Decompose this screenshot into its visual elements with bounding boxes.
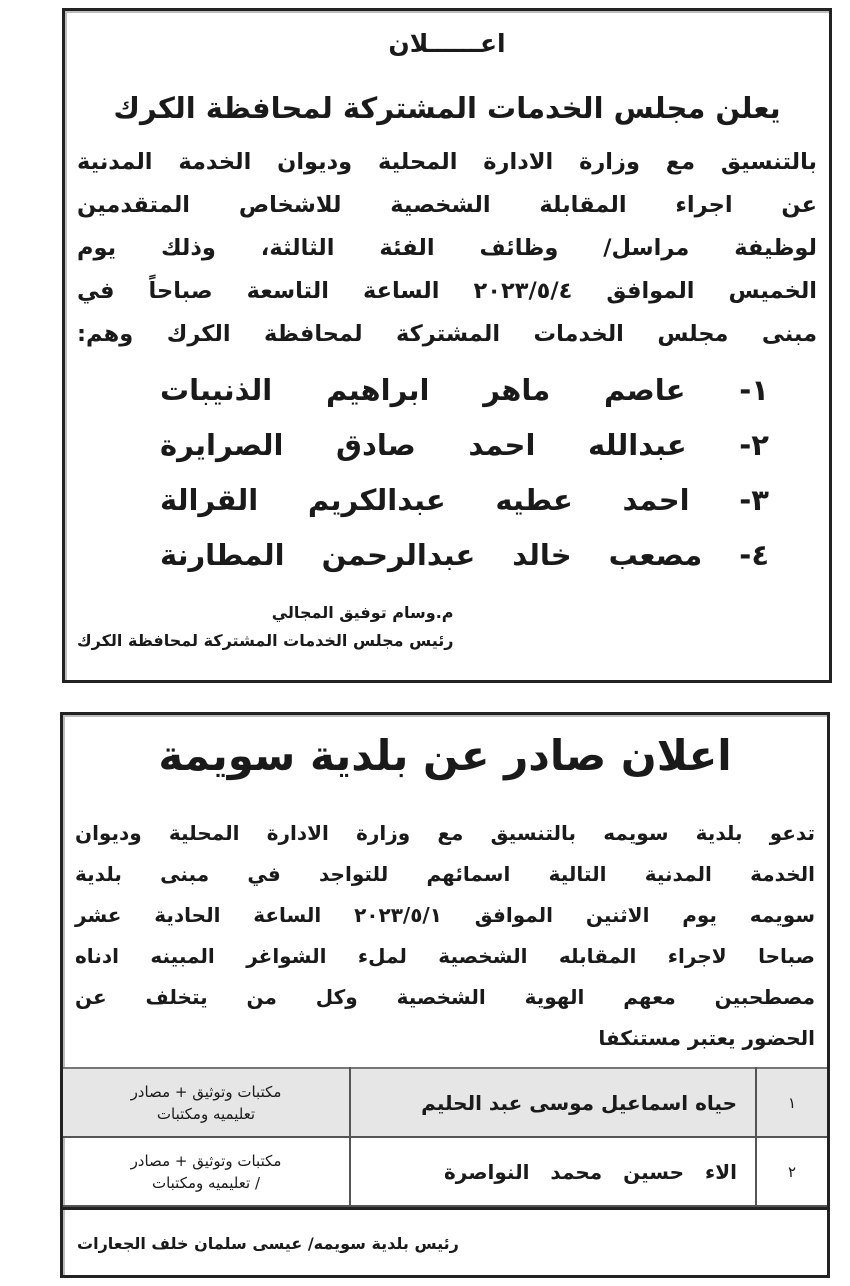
body-line: الخدمة المدنية التالية اسمائهم للتواجد في مبنى بلدية bbox=[75, 862, 815, 886]
candidate-name: عاصم ماهر ابراهيم الذنيبات bbox=[160, 373, 686, 407]
announcement-karak-services-council bbox=[62, 8, 832, 683]
department-cell bbox=[63, 1068, 350, 1137]
body-line: صباحا لاجراء المقابله الشخصية لملء الشواغر المبينه ادناه bbox=[75, 944, 815, 968]
candidate-item bbox=[160, 373, 769, 407]
separator: - bbox=[685, 373, 752, 407]
candidate-name: عبدالله احمد صادق الصرايرة bbox=[160, 428, 687, 462]
body-line: لوظيفة مراسل/ وظائف الفئة الثالثة، وذلك يوم bbox=[77, 235, 817, 261]
body-line: مصطحبين معهم الهوية الشخصية وكل من يتخلف عن bbox=[75, 985, 815, 1009]
separator: - bbox=[689, 483, 752, 517]
candidate-number: ٤ bbox=[751, 538, 770, 572]
table-row bbox=[63, 1068, 827, 1137]
candidate-item bbox=[160, 483, 769, 517]
body-line: مبنى مجلس الخدمات المشتركة لمحافظة الكرك وهم: bbox=[77, 321, 817, 347]
body-line: عن اجراء المقابلة الشخصية للاشخاص المتقدمين bbox=[77, 192, 817, 218]
candidate-name: مصعب خالد عبدالرحمن المطارنة bbox=[160, 538, 703, 572]
department-cell bbox=[63, 1137, 350, 1206]
separator: - bbox=[686, 428, 752, 462]
department-line: تعليميه ومكتبات bbox=[156, 1104, 256, 1123]
signatory-title: رئيس مجلس الخدمات المشتركة لمحافظة الكرك bbox=[77, 631, 454, 650]
body-line: سويمه يوم الاثنين الموافق ٢٠٢٣/٥/١ الساعة الحادية عشر bbox=[75, 903, 815, 927]
row-number: ١ bbox=[756, 1068, 827, 1137]
interview-roster-table bbox=[63, 1067, 827, 1207]
candidate-number: ٣ bbox=[751, 483, 769, 517]
divider bbox=[63, 1207, 827, 1210]
announcement-subtitle: يعلن مجلس الخدمات المشتركة لمحافظة الكرك bbox=[113, 91, 781, 125]
signature-footer: رئيس بلدية سويمه/ عيسى سلمان خلف الجعارات bbox=[77, 1234, 459, 1253]
body-line: الخميس الموافق ٢٠٢٣/٥/٤ الساعة التاسعة صباحاً في bbox=[77, 278, 818, 304]
candidate-number: ١ bbox=[751, 373, 769, 407]
candidate-item bbox=[160, 538, 769, 572]
separator: - bbox=[702, 538, 752, 572]
signatory-name: م.وسام توفيق المجالي bbox=[271, 603, 454, 622]
announcement-title: اعلان صادر عن بلدية سويمة bbox=[158, 731, 732, 780]
announcement-heading: اعــــــلان bbox=[388, 29, 506, 58]
announcement-sweimeh-municipality bbox=[60, 712, 830, 1278]
candidate-name: احمد عطيه عبدالكريم القرالة bbox=[160, 483, 690, 517]
department-line: مكتبات وتوثيق + مصادر bbox=[130, 1151, 282, 1170]
candidate-item bbox=[160, 428, 769, 462]
candidate-name: الاء حسين محمد النواصرة bbox=[350, 1137, 756, 1206]
department-line: مكتبات وتوثيق + مصادر bbox=[130, 1082, 282, 1101]
body-line: الحضور يعتبر مستنكفا bbox=[598, 1026, 815, 1050]
department-line: / تعليميه ومكتبات bbox=[151, 1173, 261, 1192]
candidate-number: ٢ bbox=[751, 428, 769, 462]
row-number: ٢ bbox=[756, 1137, 827, 1206]
body-line: بالتنسيق مع وزارة الادارة المحلية وديوان الخدمة المدنية bbox=[77, 149, 817, 175]
body-line: تدعو بلدية سويمه بالتنسيق مع وزارة الادارة المحلية وديوان bbox=[75, 821, 815, 845]
signature-block bbox=[77, 599, 454, 655]
table-row bbox=[63, 1137, 827, 1206]
candidate-name: حياه اسماعيل موسى عبد الحليم bbox=[350, 1068, 756, 1137]
